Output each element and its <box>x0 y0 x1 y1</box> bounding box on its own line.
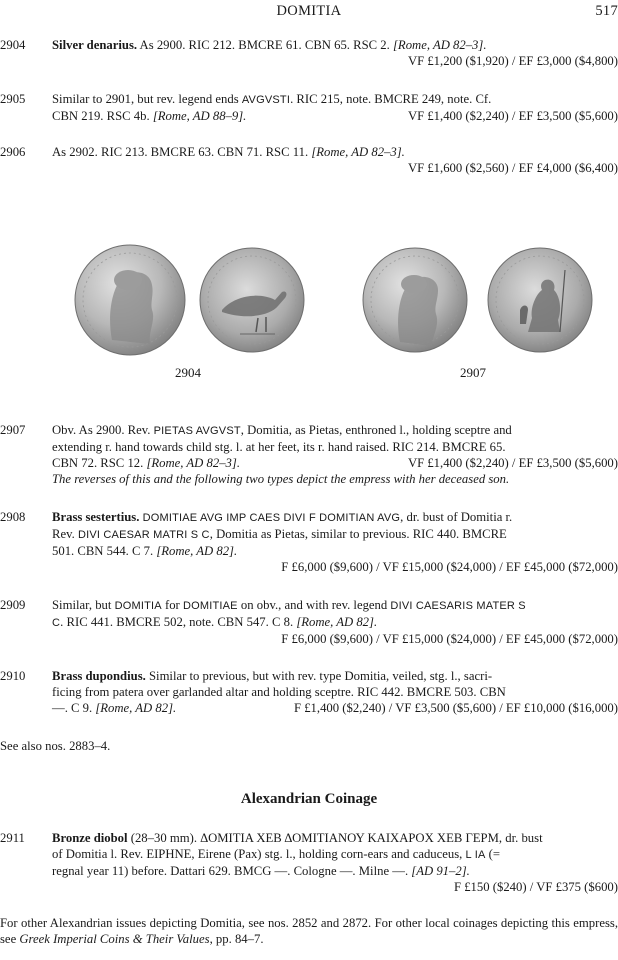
footer-note-text: For other Alexandrian issues depicting Domitia, see nos. 2852 and 2872. For other local coinages depicting this empress, see <box>0 916 618 946</box>
entry-number: 2911 <box>0 831 25 845</box>
price-line: F £6,000 ($9,600) / VF £15,000 ($24,000) / EF £45,000 ($72,000) <box>281 560 618 574</box>
price-line: F £1,400 ($2,240) / VF £3,500 ($5,600) / EF £10,000 ($16,000) <box>293 701 618 715</box>
entry-text: of Domitia l. Rev. ΕΙΡΗΝΕ, Eirene (Pax) stg. l., holding corn-ears and caduceus, <box>52 847 466 861</box>
mint-date: [Rome, AD 88–9]. <box>152 109 247 123</box>
coin-legend: DIVI CAESAR MATRI S C <box>77 529 210 541</box>
entry-2909 <box>0 597 618 647</box>
entry-text: on obv., and with rev. legend <box>237 598 391 612</box>
running-head <box>0 3 618 23</box>
entry-number: 2905 <box>0 92 26 106</box>
entry-text: regnal year 11) before. Dattari 629. BMCG —. Cologne —. Milne —. <box>52 864 412 878</box>
entry-number: 2910 <box>0 669 26 683</box>
price-line: F £6,000 ($9,600) / VF £15,000 ($24,000) / EF £45,000 ($72,000) <box>281 632 618 646</box>
entry-text: (28–30 mm). ΔΟΜΙΤΙΑ ΧΕΒ ΔΟΜΙΤΙΑΝΟΥ ΚΑΙΧΑΡΟΧ ΧΕΒ ΓΕΡΜ, dr. bust <box>127 831 543 845</box>
footer-note <box>0 915 618 947</box>
coin-images <box>0 240 618 390</box>
entry-text: Rev. <box>52 527 78 541</box>
entry-text: , dr. bust of Domitia r. <box>400 510 513 524</box>
footer-note-text: , pp. 84–7. <box>209 932 264 946</box>
coin-legend: DOMITIA <box>114 600 162 612</box>
entry-2905 <box>0 91 618 125</box>
entry-text: extending r. hand towards child stg. l. at her feet, its r. hand raised. RIC 214. BMCRE 65. <box>52 440 506 454</box>
section-title: Alexandrian Coinage <box>240 791 378 807</box>
coin-type: Brass dupondius. <box>52 669 146 683</box>
mint-date: [Rome, AD 82–3]. <box>311 145 405 159</box>
entry-text: —. C 9. <box>52 701 96 715</box>
entry-text: ficing from patera over garlanded altar and holding sceptre. RIC 442. BMCRE 503. CBN <box>52 685 506 699</box>
mint-date: [Rome, AD 82]. <box>95 701 177 715</box>
coin-type: Silver denarius. <box>52 38 138 52</box>
coin-legend: DOMITIAE <box>182 600 238 612</box>
entry-text: for <box>161 598 183 612</box>
coin-type: Bronze diobol <box>52 831 128 845</box>
entry-text: . RIC 441. BMCRE 502, note. CBN 547. C 8. <box>60 615 297 629</box>
coin-2904-reverse <box>200 248 304 352</box>
entry-text: (= <box>485 847 501 861</box>
coin-2904-obverse <box>75 245 185 355</box>
entry-text: Similar to previous, but with rev. type Domitia, veiled, stg. l., sacri- <box>145 669 493 683</box>
entry-number: 2909 <box>0 598 26 612</box>
see-also: See also nos. 2883–4. <box>0 739 111 753</box>
entry-text: CBN 219. RSC 4b. <box>52 109 153 123</box>
entry-number: 2904 <box>0 38 26 52</box>
mint-date: [Rome, AD 82–3]. <box>146 456 240 470</box>
entry-number: 2907 <box>0 423 26 437</box>
entry-number: 2908 <box>0 510 26 524</box>
entry-2910 <box>0 668 618 718</box>
coin-legend: AVGVSTI <box>241 94 291 106</box>
entry-text: CBN 72. RSC 12. <box>52 456 147 470</box>
entry-text: . RIC 215, note. BMCRE 249, note. Cf. <box>290 92 492 106</box>
mint-date: [AD 91–2]. <box>411 864 470 878</box>
coin-type: Brass sestertius. <box>52 510 140 524</box>
mint-date: [Rome, AD 82]. <box>296 615 378 629</box>
price-line: VF £1,400 ($2,240) / EF £3,500 ($5,600) <box>407 456 618 470</box>
entry-2908 <box>0 509 618 575</box>
entry-text: , Domitia as Pietas, similar to previous. RIC 440. BMCRE <box>209 527 507 541</box>
coin-legend: DIVI CAESARIS MATER S <box>390 600 526 612</box>
entry-2906 <box>0 144 618 178</box>
coin-label-right: 2907 <box>460 365 486 380</box>
entry-2907 <box>0 422 618 488</box>
entry-text: 501. CBN 544. C 7. <box>52 544 157 558</box>
coin-2907-reverse <box>488 248 592 352</box>
price-line: F £150 ($240) / VF £375 ($600) <box>453 880 618 894</box>
coin-legend: DOMITIAE AVG IMP CAES DIVI F DOMITIAN AVG <box>142 512 401 524</box>
entry-text: , Domitia, as Pietas, enthroned l., holding sceptre and <box>240 423 512 437</box>
running-title: DOMITIA <box>276 3 342 19</box>
coin-label-left: 2904 <box>175 365 201 380</box>
price-line: VF £1,200 ($1,920) / EF £3,000 ($4,800) <box>407 54 618 68</box>
mint-date: [Rome, AD 82–3]. <box>393 38 487 52</box>
coin-legend: C <box>52 617 61 629</box>
entry-text: Similar to 2901, but rev. legend ends <box>52 92 242 106</box>
entry-text: As 2900. RIC 212. BMCRE 61. CBN 65. RSC 2. <box>137 38 393 52</box>
mint-date: [Rome, AD 82]. <box>156 544 238 558</box>
entry-number: 2906 <box>0 145 26 159</box>
page-number: 517 <box>595 3 618 19</box>
entry-text: Obv. As 2900. Rev. <box>52 423 154 437</box>
coin-2907-obverse <box>363 248 467 352</box>
book-title: Greek Imperial Coins & Their Values <box>19 932 210 946</box>
entry-2911 <box>0 830 618 896</box>
coin-legend: L IA <box>465 849 486 861</box>
coin-photographs <box>0 240 618 390</box>
entry-2904 <box>0 37 618 71</box>
price-line: VF £1,400 ($2,240) / EF £3,500 ($5,600) <box>407 109 618 123</box>
entry-text: As 2902. RIC 213. BMCRE 63. CBN 71. RSC 11. <box>52 145 312 159</box>
entry-text: Similar, but <box>52 598 115 612</box>
coin-legend: PIETAS AVGVST <box>153 425 241 437</box>
price-line: VF £1,600 ($2,560) / EF £4,000 ($6,400) <box>407 161 618 175</box>
entry-note: The reverses of this and the following two types depict the empress with her deceased son. <box>52 472 510 486</box>
